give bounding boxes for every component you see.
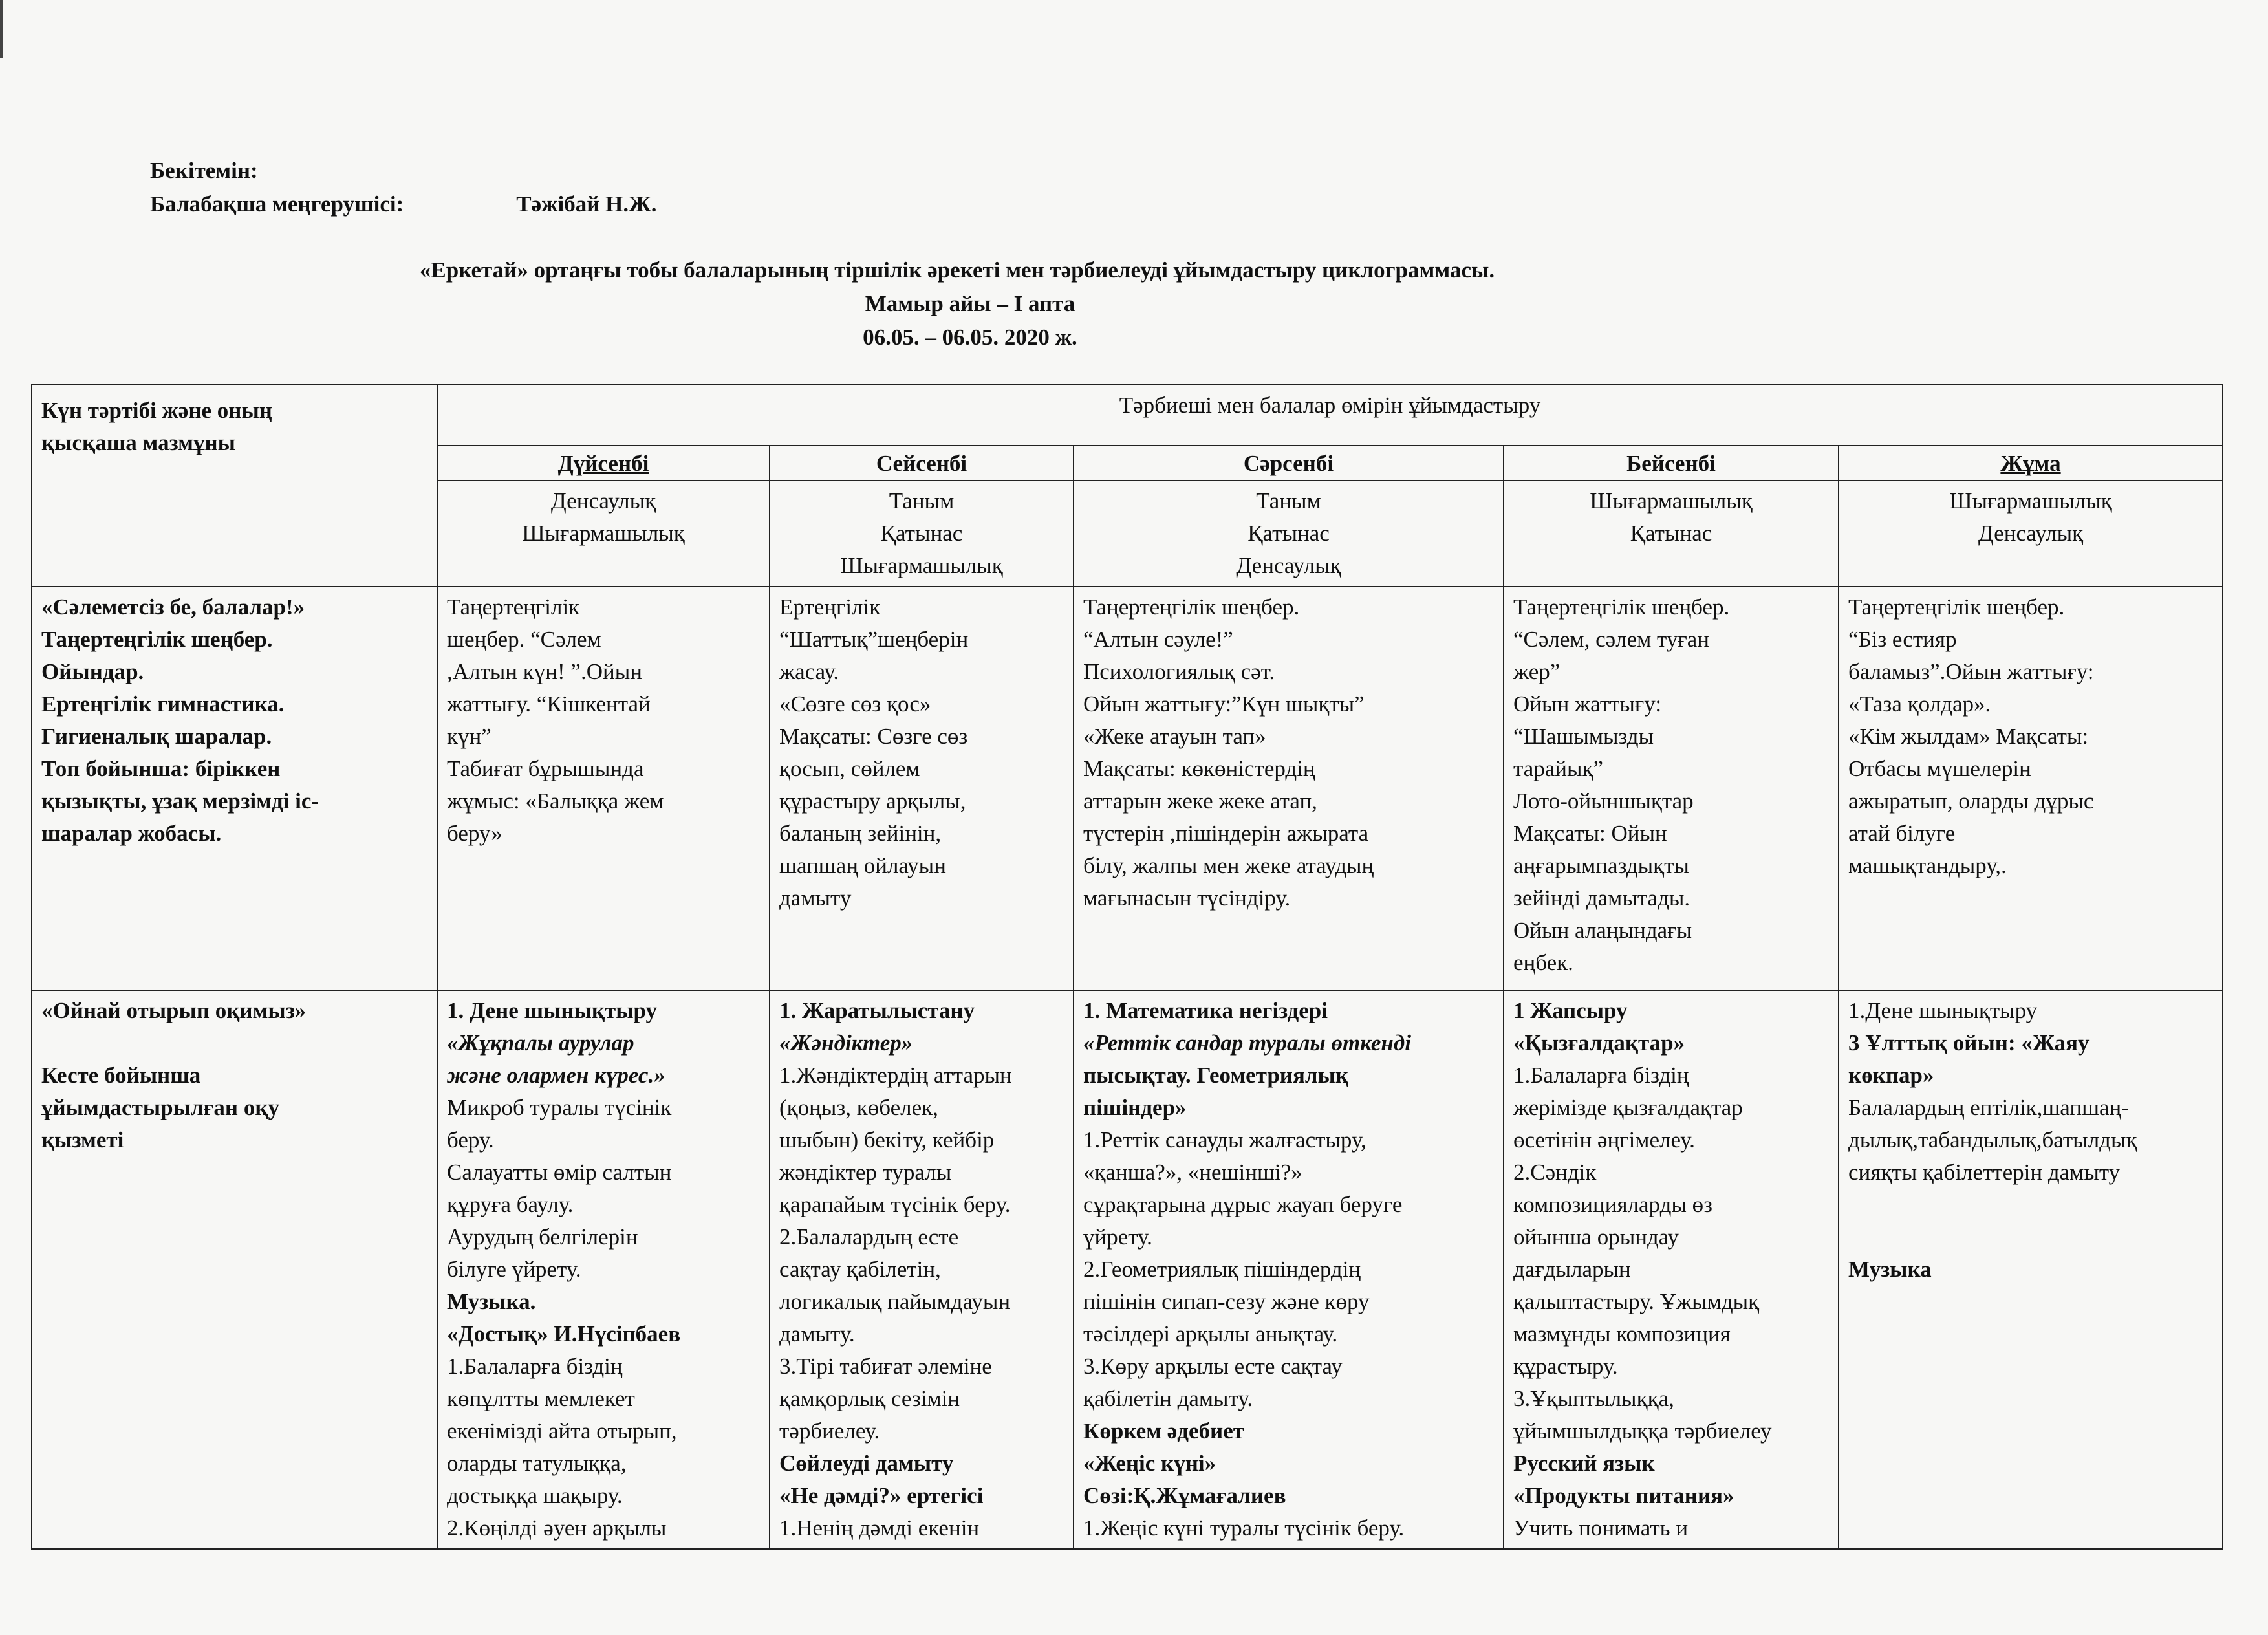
cell-line: 1.Дене шынықтыру <box>1848 998 2038 1023</box>
cell-line: пішінін сипап-сезу және көру <box>1083 1289 1370 1314</box>
cell-line: Топ бойынша: біріккен <box>41 756 281 781</box>
cell-line: 1.Балаларға біздің <box>1513 1063 1689 1088</box>
cell-line: 3.Тірі табиғат әлеміне <box>779 1354 992 1379</box>
cell-line: сұрақтарына дұрыс жауап беруге <box>1083 1192 1403 1217</box>
cell-line: ұйымдастырылған оқу <box>41 1095 279 1120</box>
cell-line: Музыка. <box>447 1289 536 1314</box>
row1-monday-cell <box>437 587 770 990</box>
cell-line: «Сөзге сөз қос» <box>779 691 931 717</box>
cell-line: тарайық” <box>1513 756 1604 781</box>
cell-line: қызықты, ұзақ мерзімді іс- <box>41 788 319 814</box>
cell-line: ,Алтын күн! ”.Ойын <box>447 659 642 684</box>
cell-line: қабілетін дамыту. <box>1083 1386 1253 1411</box>
cell-line: «Продукты питания» <box>1513 1483 1734 1508</box>
cell-line: көкпар» <box>1848 1063 1934 1088</box>
cell-line: құрастыру арқылы, <box>779 788 966 814</box>
direction-item: Қатынас <box>880 521 963 546</box>
day-tuesday: Сейсенбі <box>770 446 1074 481</box>
cell-line: және олармен күрес.» <box>447 1063 665 1088</box>
day-friday: Жұма <box>1839 446 2223 481</box>
cell-line: Мақсаты: көкөністердің <box>1083 756 1315 781</box>
left-header-cell <box>32 385 437 587</box>
cell-line: 1. Жаратылыстану <box>779 998 975 1023</box>
cell-line: Таңертеңгілік шеңбер. <box>1083 594 1300 620</box>
cell-line: жасау. <box>779 659 839 684</box>
row1-friday-cell <box>1839 587 2223 990</box>
cell-line <box>41 1027 427 1059</box>
cell-line: аңғарымпаздықты <box>1513 853 1689 878</box>
row1-thursday-cell <box>1504 587 1839 990</box>
directions-wednesday <box>1074 481 1504 587</box>
cell-line: 1. Математика негіздері <box>1083 998 1328 1023</box>
cell-line: дылық,табандылық,батылдық <box>1848 1127 2137 1153</box>
direction-item: Денсаулық <box>1236 553 1341 578</box>
day-monday: Дүйсенбі <box>437 446 770 481</box>
cell-line: 3.Ұқыптылыққа, <box>1513 1386 1674 1411</box>
title-line-3: 06.05. – 06.05. 2020 ж. <box>863 325 1077 350</box>
direction-item: Таным <box>1256 488 1321 514</box>
row2-wednesday-cell <box>1074 990 1504 1549</box>
cell-line: “Біз естияр <box>1848 627 1957 652</box>
cell-line: жер” <box>1513 659 1561 684</box>
cell-line: “Шаттық”шеңберін <box>779 627 969 652</box>
cell-line: Сөйлеуді дамыту <box>779 1451 954 1476</box>
cell-line: Балалардың ептілік,шапшаң- <box>1848 1095 2129 1120</box>
cell-line: қызметі <box>41 1127 124 1153</box>
cell-line: қамқорлық сезімін <box>779 1386 960 1411</box>
direction-item: Қатынас <box>1247 521 1330 546</box>
cell-line: Отбасы мүшелерін <box>1848 756 2031 781</box>
cell-line: достыққа шақыру. <box>447 1483 623 1508</box>
cell-line: логикалық пайымдауын <box>779 1289 1011 1314</box>
cell-line: Салауатты өмір салтын <box>447 1160 672 1185</box>
cell-line: композицияларды өз <box>1513 1192 1712 1217</box>
cell-line: үйрету. <box>1083 1224 1152 1250</box>
directions-tuesday <box>770 481 1074 587</box>
cell-line: Таңертеңгілік шеңбер. <box>1848 594 2065 620</box>
cell-line: пысықтау. Геометриялық <box>1083 1063 1349 1088</box>
cell-line: Ертеңгілік гимнастика. <box>41 691 285 717</box>
cell-line: «Реттік сандар туралы өткенді <box>1083 1030 1411 1056</box>
row2-friday-cell <box>1839 990 2223 1549</box>
cell-line: Мақсаты: Ойын <box>1513 821 1667 846</box>
approval-block <box>150 154 656 221</box>
cell-line: Ойын жаттығу: <box>1513 691 1662 717</box>
cell-line: 2.Геометриялық пішіндердің <box>1083 1257 1361 1282</box>
cell-line: 1 Жапсыру <box>1513 998 1628 1023</box>
cell-line: Русский язык <box>1513 1451 1655 1476</box>
cell-line: «Қызғалдақтар» <box>1513 1030 1685 1056</box>
cell-line: 1.Ненің дәмді екенін <box>779 1515 980 1541</box>
cell-line: шапшаң ойлауын <box>779 853 946 878</box>
left-header-line: Күн тәртібі және оның <box>41 398 272 423</box>
direction-item: Шығармашылық <box>522 521 685 546</box>
cell-line: 2.Сәндік <box>1513 1160 1597 1185</box>
day-thursday: Бейсенбі <box>1504 446 1839 481</box>
cell-line: қалыптастыру. Ұжымдық <box>1513 1289 1760 1314</box>
cell-line: тәрбиелеу. <box>779 1418 880 1444</box>
cell-line: қарапайым түсінік беру. <box>779 1192 1011 1217</box>
cell-line: еңбек. <box>1513 950 1573 975</box>
cell-line: мағынасын түсіндіру. <box>1083 885 1291 911</box>
cell-line: жұмыс: «Балыққа жем <box>447 788 664 814</box>
scan-edge-mark <box>0 0 3 58</box>
head-label: Балабақша меңгерушісі: <box>150 191 404 217</box>
cell-line: «Не дәмді?» ертегісі <box>779 1483 984 1508</box>
cell-line: Таңертеңгілік шеңбер. <box>1513 594 1730 620</box>
left-header-line: қысқаша мазмұны <box>41 430 235 455</box>
cell-line: Таңертеңгілік шеңбер. <box>41 627 273 652</box>
cell-line: Лото-ойыншықтар <box>1513 788 1694 814</box>
cell-line <box>1848 1221 2213 1253</box>
cell-line: аттарын жеке жеке атап, <box>1083 788 1317 814</box>
head-name: Тәжібай Н.Ж. <box>516 191 657 217</box>
direction-item: Шығармашылық <box>1949 488 2112 514</box>
cell-line: Көркем әдебиет <box>1083 1418 1244 1444</box>
cell-line: 1.Балаларға біздің <box>447 1354 623 1379</box>
cell-line: құрастыру. <box>1513 1354 1618 1379</box>
cell-line: “Шашымызды <box>1513 724 1654 749</box>
cell-line: құруға баулу. <box>447 1192 574 1217</box>
cell-line: 3.Көру арқылы есте сақтау <box>1083 1354 1343 1379</box>
cell-line: жаттығу. “Кішкентай <box>447 691 651 717</box>
top-header-cell: Тәрбиеші мен балалар өмірін ұйымдастыру <box>437 385 2223 446</box>
cell-line: 1. Дене шынықтыру <box>447 998 658 1023</box>
cell-line: беру» <box>447 821 502 846</box>
cell-line: мазмұнды композиция <box>1513 1321 1731 1347</box>
directions-friday <box>1839 481 2223 587</box>
cell-line: баламыз”.Ойын жаттығу: <box>1848 659 2094 684</box>
cell-line: жәндіктер туралы <box>779 1160 952 1185</box>
direction-item: Қатынас <box>1630 521 1712 546</box>
cell-line: беру. <box>447 1127 494 1153</box>
direction-item: Шығармашылық <box>840 553 1003 578</box>
cell-line: шыбын) бекіту, кейбір <box>779 1127 995 1153</box>
cell-line: 1.Реттік санауды жалғастыру, <box>1083 1127 1366 1153</box>
cell-line: Ойын алаңындағы <box>1513 918 1692 943</box>
cell-line: 1.Жеңіс күні туралы түсінік беру. <box>1083 1515 1405 1541</box>
cell-line: атай білуге <box>1848 821 1956 846</box>
cell-line: ойынша орындау <box>1513 1224 1679 1250</box>
cell-line: Учить понимать и <box>1513 1515 1689 1541</box>
row1-tuesday-cell <box>770 587 1074 990</box>
cell-line: Аурудың белгілерін <box>447 1224 638 1250</box>
row1-label-cell <box>32 587 437 990</box>
cell-line: “Сәлем, сәлем туған <box>1513 627 1709 652</box>
row1-wednesday-cell <box>1074 587 1504 990</box>
cell-line: екенімізді айта отырып, <box>447 1418 677 1444</box>
document-title <box>0 254 2268 354</box>
cell-line: баланың зейінін, <box>779 821 942 846</box>
cell-line: Музыка <box>1848 1257 1932 1282</box>
cell-line: 2.Көңілді әуен арқылы <box>447 1515 667 1541</box>
direction-item: Денсаулық <box>550 488 656 514</box>
cell-line: Микроб туралы түсінік <box>447 1095 672 1120</box>
cell-line: Ойындар. <box>41 659 144 684</box>
cell-line: оларды татулыққа, <box>447 1451 627 1476</box>
cell-line: «Достық» И.Нүсіпбаев <box>447 1321 681 1347</box>
directions-thursday <box>1504 481 1839 587</box>
cell-line: дамыту <box>779 885 852 911</box>
cell-line: Табиғат бұрышында <box>447 756 644 781</box>
cell-line: Мақсаты: Сөзге сөз <box>779 724 968 749</box>
cell-line: Психологиялық сәт. <box>1083 659 1275 684</box>
approve-label: Бекітемін: <box>150 158 258 183</box>
cell-line: 2.Балалардың есте <box>779 1224 959 1250</box>
cell-line: күн” <box>447 724 491 749</box>
cell-line: зейінді дамытады. <box>1513 885 1690 911</box>
cell-line: өсетінін әңгімелеу. <box>1513 1127 1695 1153</box>
cell-line: «Ойнай отырып оқимыз» <box>41 998 307 1023</box>
cell-line: «Жеңіс күні» <box>1083 1451 1216 1476</box>
day-wednesday: Сәрсенбі <box>1074 446 1504 481</box>
cell-line: білу, жалпы мен жеке атаудың <box>1083 853 1374 878</box>
cell-line: ажыратып, оларды дұрыс <box>1848 788 2094 814</box>
direction-item: Шығармашылық <box>1590 488 1753 514</box>
cell-line: шаралар жобасы. <box>41 821 222 846</box>
cell-line: Ойын жаттығу:”Күн шықты” <box>1083 691 1365 717</box>
cell-line: “Алтын сәуле!” <box>1083 627 1233 652</box>
cell-line: білуге үйрету. <box>447 1257 581 1282</box>
cell-line: қосып, сөйлем <box>779 756 920 781</box>
direction-item: Денсаулық <box>1978 521 2084 546</box>
cell-line <box>1848 1189 2213 1221</box>
cell-line: Ертеңгілік <box>779 594 881 620</box>
cell-line: тәсілдері арқылы анықтау. <box>1083 1321 1338 1347</box>
row2-monday-cell <box>437 990 770 1549</box>
cell-line: түстерін ,пішіндерін ажырата <box>1083 821 1369 846</box>
cell-line: жерімізде қызғалдақтар <box>1513 1095 1743 1120</box>
cell-line: 3 Ұлттық ойын: «Жаяу <box>1848 1030 2090 1056</box>
row2-label-cell <box>32 990 437 1549</box>
cell-line: шеңбер. “Сәлем <box>447 627 601 652</box>
cell-line: сияқты қабілеттерін дамыту <box>1848 1160 2121 1185</box>
cell-line: «Таза қолдар». <box>1848 691 1991 717</box>
cell-line: «Сәлеметсіз бе, балалар!» <box>41 594 305 620</box>
cell-line: 1.Жәндіктердің аттарын <box>779 1063 1012 1088</box>
title-line-2: Мамыр айы – I апта <box>865 291 1075 316</box>
cell-line: пішіндер» <box>1083 1095 1187 1120</box>
cell-line: сақтау қабілетін, <box>779 1257 941 1282</box>
cell-line: «Жеке атауын тап» <box>1083 724 1266 749</box>
cell-line: «Кім жылдам» Мақсаты: <box>1848 724 2089 749</box>
schedule-table <box>31 384 2223 1550</box>
cell-line: (қоңыз, көбелек, <box>779 1095 938 1120</box>
cell-line: ұйымшылдыққа тәрбиелеу <box>1513 1418 1772 1444</box>
cell-line: Сөзі:Қ.Жұмағалиев <box>1083 1483 1286 1508</box>
cell-line: дамыту. <box>779 1321 855 1347</box>
cell-line: Гигиеналық шаралар. <box>41 724 272 749</box>
cell-line: Кесте бойынша <box>41 1063 201 1088</box>
cell-line: «Жәндіктер» <box>779 1030 913 1056</box>
direction-item: Таным <box>889 488 955 514</box>
head-line <box>150 188 656 221</box>
cell-line: Таңертеңгілік <box>447 594 580 620</box>
cell-line: «қанша?», «нешінші?» <box>1083 1160 1302 1185</box>
directions-monday <box>437 481 770 587</box>
row2-tuesday-cell <box>770 990 1074 1549</box>
title-line-1: «Еркетай» ортаңғы тобы балаларының тіршілік әрекеті мен тәрбиелеуді ұйымдастыру циклограммасы. <box>419 257 1495 283</box>
cell-line: машықтандыру,. <box>1848 853 2007 878</box>
row2-thursday-cell <box>1504 990 1839 1549</box>
cell-line: дағдыларын <box>1513 1257 1631 1282</box>
cell-line: көпұлтты мемлекет <box>447 1386 635 1411</box>
cell-line: «Жұқпалы аурулар <box>447 1030 634 1056</box>
